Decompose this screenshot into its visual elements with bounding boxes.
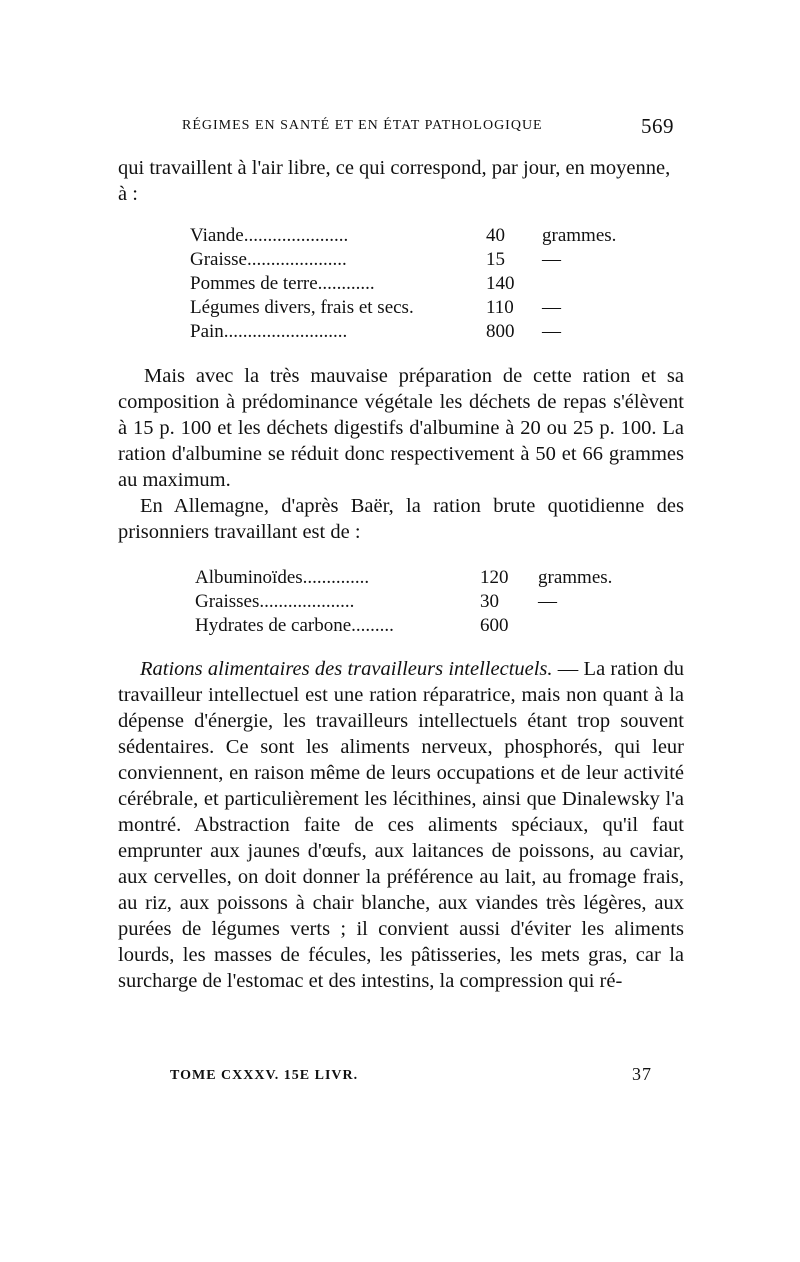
table-unit: grammes.: [538, 567, 613, 588]
table-qty: 110: [486, 297, 514, 318]
table-qty: 30: [480, 591, 499, 612]
table-qty: 600: [480, 615, 509, 636]
table-unit: grammes.: [542, 225, 617, 246]
table-item: Légumes divers, frais et secs.: [190, 297, 414, 318]
table-item: Viande......................: [190, 225, 349, 246]
section-heading: Rations alimentaires des travailleurs intellectuels.: [140, 658, 553, 680]
table-unit: —: [542, 321, 561, 342]
table-qty: 15: [486, 249, 505, 270]
table-unit: —: [538, 591, 557, 612]
table-item: Pain..........................: [190, 321, 348, 342]
table-qty: 800: [486, 321, 515, 342]
table-qty: 140: [486, 273, 515, 294]
paragraph-germany: En Allemagne, d'après Baër, la ration brute quotidienne des prisonniers travaillant est de :: [118, 495, 684, 543]
paragraph-intellectuals: [118, 656, 684, 994]
table-qty: 120: [480, 567, 509, 588]
table-unit: —: [542, 297, 561, 318]
paragraph-preparation: Mais avec la très mauvaise préparation de cette ration et sa composition à prédominance végétale les déchets de repas s'élèvent à 15 p. 100 et les déchets digestifs d'albumine à 20 ou 25 p. 100. La ration d'albumine se réduit donc respectivement à 50 et 66 grammes au maximum.: [118, 365, 684, 491]
table-item: Graisse.....................: [190, 249, 347, 270]
table-item: Albuminoïdes..............: [195, 567, 370, 588]
table-item: Pommes de terre............: [190, 273, 375, 294]
page-number: 569: [641, 114, 674, 138]
paragraph-intro: qui travaillent à l'air libre, ce qui correspond, par jour, en moyenne, à :: [118, 157, 671, 205]
table-qty: 40: [486, 225, 505, 246]
table-unit: —: [542, 249, 561, 270]
sheet-number: 37: [632, 1064, 652, 1084]
signature-mark: TOME CXXXV. 15E LIVR.: [170, 1068, 359, 1083]
table-item: Hydrates de carbone.........: [195, 615, 394, 636]
table-item: Graisses....................: [195, 591, 355, 612]
paragraph-body: — La ration du travailleur intellectuel est une ration réparatrice, mais non quant à la dépense d'énergie, les travailleurs intellectuels étant trop souvent sédentaires. Ce sont les aliments nerveux, phosphorés, qui leur conviennent, en raison même de leurs occupations et de leur activité cérébrale, et particulièrement les lécithines, ainsi que Dinalewsky l'a montré. Abstraction faite de ces aliments spéciaux, qu'il faut emprunter aux jaunes d'œufs, aux laitances de poissons, au caviar, aux cervelles, on doit donner la préférence au lait, au fromage frais, au riz, aux poissons à chair blanche, aux viandes très légères, aux purées de légumes verts ; il convient aussi d'éviter les aliments lourds, les masses de fécules, les pâtisseries, les mets gras, car la surcharge de l'estomac et des intestins, la compression qui ré-: [118, 658, 684, 992]
running-title: RÉGIMES EN SANTÉ ET EN ÉTAT PATHOLOGIQUE: [182, 118, 543, 133]
